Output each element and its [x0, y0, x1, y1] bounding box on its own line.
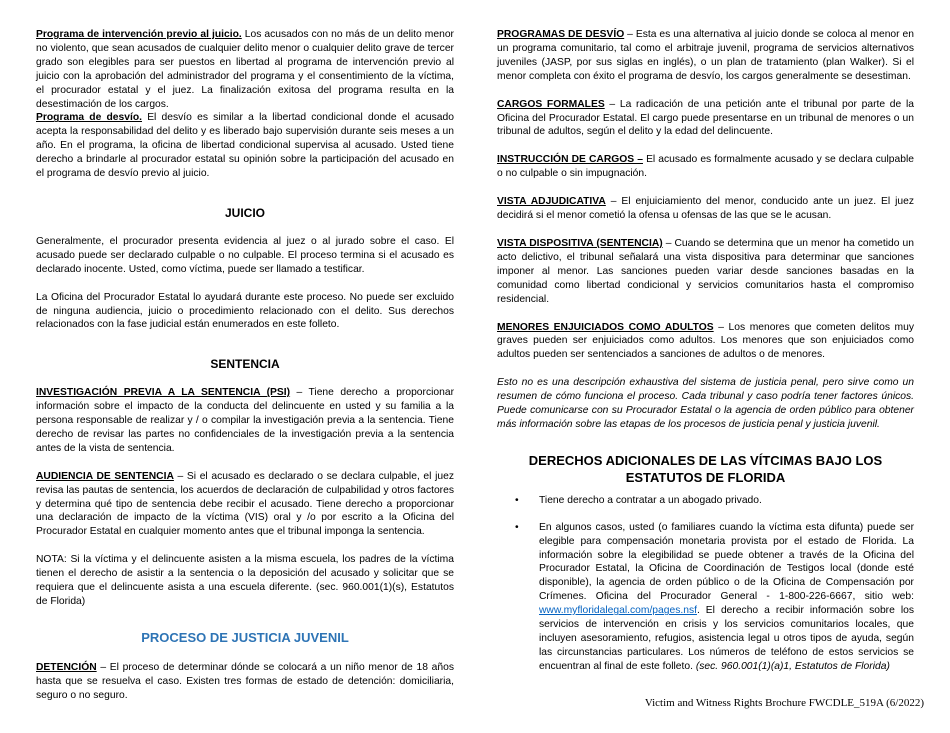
bullet-icon: • [515, 494, 519, 506]
psi-term: INVESTIGACIÓN PREVIA A LA SENTENCIA (PSI) [36, 387, 291, 399]
rights-list-item [497, 494, 914, 508]
disclaimer-paragraph: Esto no es una descripción exhaustiva del sistema de justicia penal, pero sirve como un resumen de cómo funciona el proceso. Cada tribunal y caso podría tener factores únicos. Puede comunicarse con su Procurador Estatal o la agencia de orden público para obtener más información sobre las etapas de los procesos de justicia penal y justicia juvenil. [497, 377, 914, 430]
diversion-programs-text: – Esta es una alternativa al juicio donde se coloca al menor en un programa comunitario, tal como el arbitraje juvenil, programa de servicios alternativos juveniles (JASP, por sus siglas en inglés), o un plan de tratamiento (plan Walker). Si el menor completa con éxito el programa de desvío, los cargos generalmente se desestiman. [497, 29, 914, 82]
trial-heading: JUICIO [224, 205, 265, 220]
rights-bullet-2-text [539, 521, 914, 674]
arraignment-paragraph [497, 153, 914, 181]
sentencing-hearing-paragraph [36, 470, 454, 540]
rights-list-item [497, 521, 914, 674]
adjudicatory-hearing-paragraph [497, 195, 914, 223]
rights-bullet-2-part-b: . El derecho a recibir información sobre los servicios de intervención en crisis y los servicios comunitarios locales, que incluyen asesoramiento, refugios, asistencia legal u otros tipos de ayuda, según las circunstancias particulares. Los números de teléfono de estos servicios se encuentran al final de este folleto. [539, 605, 914, 672]
diversion-text: El desvío es similar a la libertad condicional donde el acusado acepta la responsabilidad del delito y es liberado bajo supervisión durante seis meses a un año. En el programa, la oficina de libertad condicional supervisa al acusado. Usted tiene derecho a brindarle al procurador estatal su opinión sobre la participación del acusado en el programa de desvío previo al juicio. [36, 112, 454, 180]
trial-paragraph-2: La Oficina del Procurador Estatal lo ayudará durante este proceso. No puede ser excluido de ninguna audiencia, juicio o procedimiento relacionado con el delito. Sus derechos relacionados con la fase judicial están enumerados en este folleto. [36, 291, 454, 331]
diversion-term: Programa de desvío. [36, 112, 142, 124]
detention-paragraph [36, 661, 454, 703]
formal-charges-term: CARGOS FORMALES [497, 98, 605, 110]
pre-trial-intervention-text: Los acusados con no más de un delito menor no violento, que sean acusados de cualquier delito menor o cualquier delito grave de tercer grado son elegibles para ser puestos en libertad al programa de intervención previo al juicio con la aprobación del administrador del programa y el consentimiento de la víctima, el procurador estatal y el juez. La finalización exitosa del programa resulta en la desestimación de los cargos. [36, 29, 454, 110]
diversion-paragraph [36, 111, 454, 181]
brochure-footer: Victim and Witness Rights Brochure FWCDLE_519A (6/2022) [644, 697, 924, 709]
right-column [497, 28, 914, 674]
formal-charges-text: – La radicación de una petición ante el tribunal por parte de la Oficina del Procurador Estatal. El cargo puede presentarse en un tribunal de menores o un tribunal de adultos, según el delito y la edad del delincuente. [497, 98, 914, 138]
rights-list [497, 494, 914, 674]
rights-bullet-2-part-a: En algunos casos, usted (o familiares cuando la víctima esta difunta) puede ser elegible para compensación monetaria provista por el estado de Florida. La información sobre la elegibilidad se puede obtener a través de la Oficina del Procurador Estatal, la Oficina de Coordinación de Testigos local (donde esté disponible), la agencia de orden público o de la Oficina de Compensación por Crímenes. Oficina del Procurador General - 1-800-226-6667, sitio web: [539, 521, 914, 603]
adjudicatory-hearing-text: – El enjuiciamiento del menor, conducido ante un juez. El juez decidirá si el menor cometió la ofensa u ofensas de las que se le acusan. [497, 196, 914, 222]
sentencing-hearing-term: AUDIENCIA DE SENTENCIA [36, 470, 174, 482]
adult-minors-text: – Los menores que cometen delitos muy graves pueden ser enjuiciados como adultos. Los menores que son enjuiciados como adultos pueden ser sentenciados a sanciones de adultos o de menores. [497, 321, 915, 361]
sentence-heading: SENTENCIA [210, 357, 280, 372]
psi-text: – Tiene derecho a proporcionar información sobre el impacto de la conducta del delincuente en usted y su familia a la persona responsable de realizar y / o compilar la investigación previa a la sentencia. Tiene derecho de revisar las partes no confidenciales de la investigación previa a la sentencia antes de la vista de sentencia. [36, 387, 454, 454]
adjudicatory-hearing-term: VISTA ADJUDICATIVA [497, 196, 606, 208]
adult-minors-term: MENORES ENJUICIADOS COMO ADULTOS [497, 321, 714, 333]
arraignment-text: El acusado es formalmente acusado y se declara culpable o no culpable o sin impugnación. [497, 154, 914, 180]
bullet-icon: • [515, 521, 519, 533]
trial-paragraph-1: Generalmente, el procurador presenta evidencia al juez o al jurado sobre el caso. El acusado puede ser declarado culpable o no culpable. El proceso termina si el acusado es declarado inocente. Usted, como víctima, puede ser llamado a testificar. [36, 235, 454, 275]
diversion-programs-term: PROGRAMAS DE DESVÍO [497, 29, 625, 40]
disposition-hearing-paragraph [497, 237, 914, 307]
diversion-programs-paragraph [497, 28, 914, 84]
psi-paragraph [36, 386, 454, 456]
left-column [36, 28, 454, 703]
rights-bullet-1-text: Tiene derecho a contratar a un abogado privado. [539, 494, 762, 506]
disposition-hearing-term: VISTA DISPOSITIVA (SENTENCIA) [497, 237, 663, 249]
adult-minors-paragraph [497, 321, 914, 363]
juvenile-justice-heading: PROCESO DE JUSTICIA JUVENIL [141, 629, 349, 645]
myfloridalegal-link[interactable]: www.myfloridalegal.com/pages.nsf [539, 605, 697, 617]
sentencing-hearing-text: – Si el acusado es declarado o se declara culpable, el juez revisa las pautas de sentencia, los acuerdos de declaración de culpabilidad y otros factores y determina qué tipo de sentencia debe recibir el acusado. Tiene derecho a proporcionar una declaración de impacto de la víctima (VIS) oral y /o por escrito a la Oficina del Procurador Estatal en cualquier momento antes que el tribunal imponga la sentencia. [36, 470, 454, 538]
pre-trial-intervention-term: Programa de intervención previo al juicio. [36, 29, 242, 40]
additional-rights-heading: DERECHOS ADICIONALES DE LAS VÍTCIMAS BAJO LOS ESTATUTOS DE FLORIDA [528, 452, 883, 485]
formal-charges-paragraph [497, 98, 914, 140]
note-paragraph: NOTA: Si la víctima y el delincuente asisten a la misma escuela, los padres de la víctima tienen el derecho de asistir a la sentencia o la deposición del acusado y solicitar que se requiera que el delincuente asista a una escuela diferente. (sec. 960.001(1)(s), Estatutos de Florida) [36, 554, 454, 607]
arraignment-term: INSTRUCCIÓN DE CARGOS – [497, 154, 643, 166]
disposition-hearing-text: – Cuando se determina que un menor ha cometido un acto delictivo, el tribunal señalará una vista dispositiva para determinar que sanciones imponer al menor. Las sanciones pueden variar desde sanciones basadas en la comunidad como libertad condicional y servicios comunitarios hasta el compromiso residencial. [497, 237, 914, 305]
detention-text: – El proceso de determinar dónde se colocará a un niño menor de 18 años hasta que se resuelva el caso. Existen tres formas de estado de detención: domiciliaria, seguro o no seguro. [36, 661, 454, 701]
pre-trial-intervention-paragraph [36, 28, 454, 111]
rights-bullet-2-citation: (sec. 960.001(1)(a)1, Estatutos de Florida) [695, 660, 890, 672]
detention-term: DETENCIÓN [36, 661, 97, 673]
